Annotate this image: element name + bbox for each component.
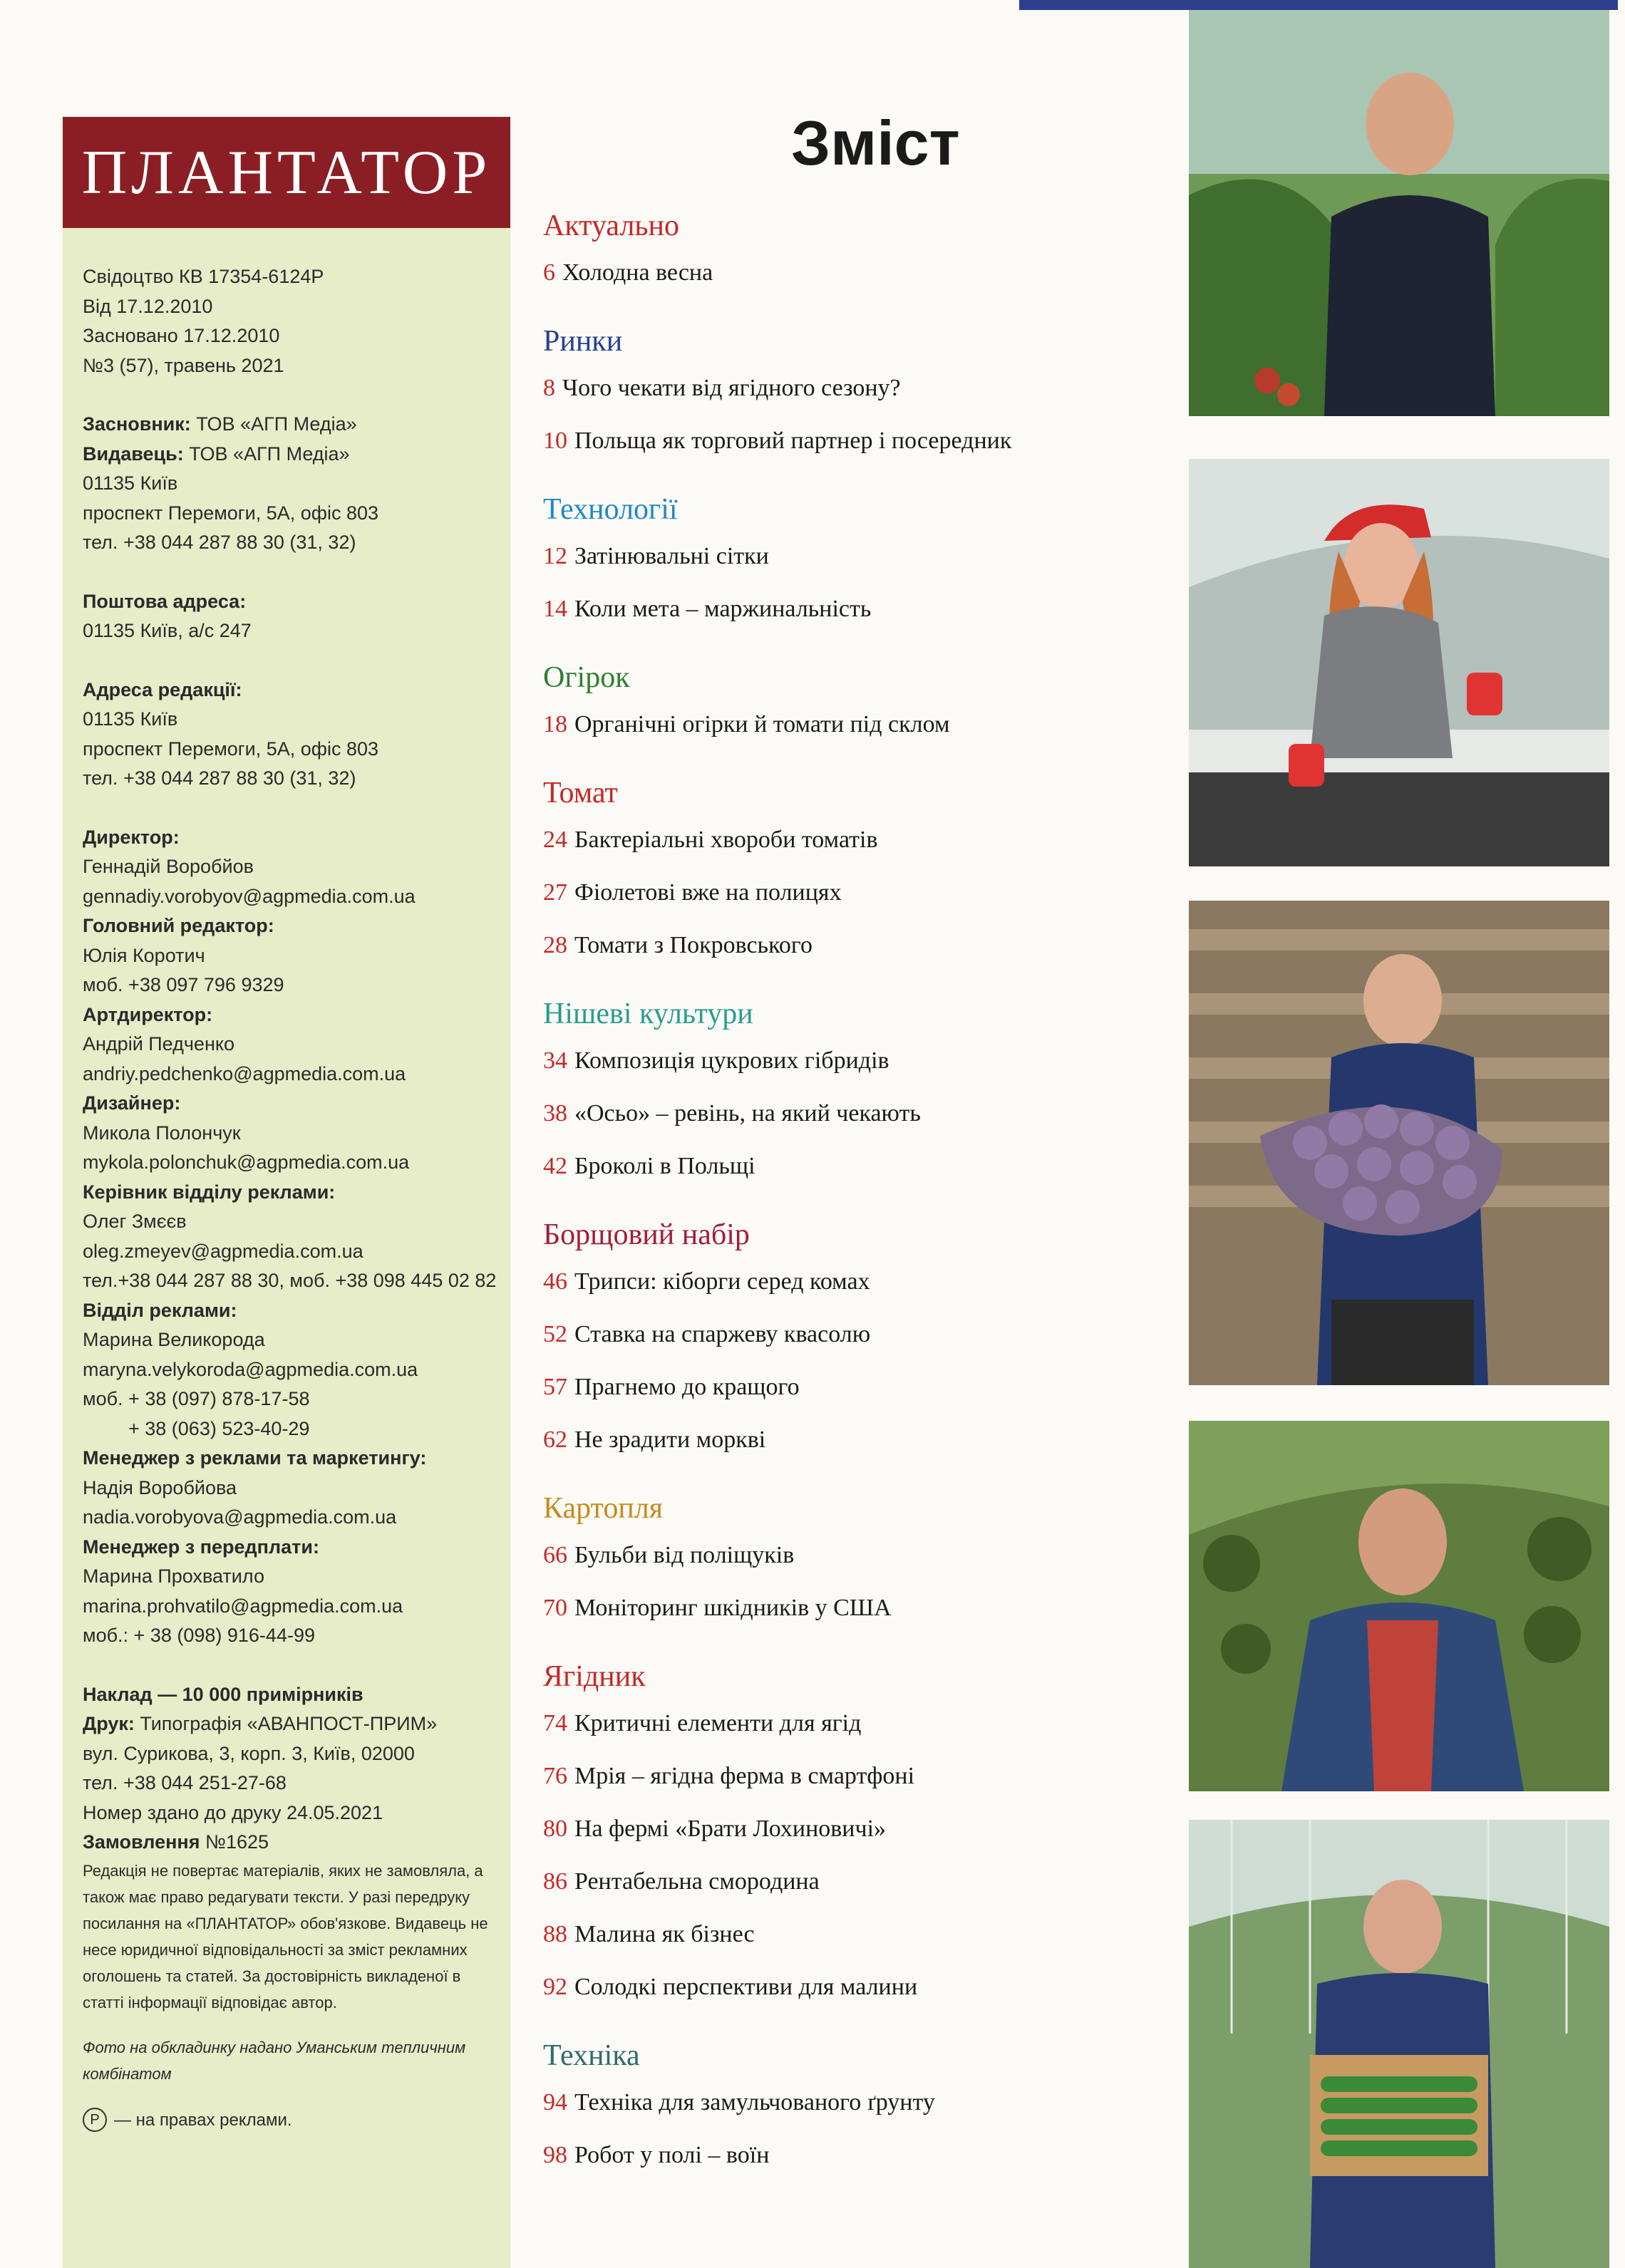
imprint-line: 01135 Київ, а/с 247 xyxy=(83,620,252,641)
founder-line: Засновник: ТОВ «АГП Медіа» xyxy=(83,413,357,435)
staff-line: nadia.vorobyova@agpmedia.com.ua xyxy=(83,1506,397,1528)
toc-section xyxy=(543,489,1185,636)
imprint-line: тел. +38 044 287 88 30 (31, 32) xyxy=(83,532,356,553)
page-number: 28 xyxy=(543,932,567,958)
entry-title: Фіолетові вже на полицях xyxy=(574,879,842,906)
page-number: 14 xyxy=(543,596,567,622)
page-number: 76 xyxy=(543,1763,567,1789)
print-line: Друк: Типографія «АВАНПОСТ-ПРИМ» xyxy=(83,1713,438,1734)
staff-role: Дизайнер: xyxy=(83,1092,181,1114)
imprint-line: тел. +38 044 287 88 30 (31, 32) xyxy=(83,767,356,789)
toc-entry[interactable] xyxy=(543,2076,1185,2129)
staff-line: mykola.polonchuk@agpmedia.com.ua xyxy=(83,1151,410,1173)
page-number: 6 xyxy=(543,259,555,286)
staff-role: Головний редактор: xyxy=(83,915,274,936)
section-title: Огірок xyxy=(543,661,630,694)
staff-line: gennadiy.vorobyov@agpmedia.com.ua xyxy=(83,885,416,907)
staff-role: Керівник відділу реклами: xyxy=(83,1181,336,1203)
page-number: 94 xyxy=(543,2089,567,2116)
toc-entry[interactable] xyxy=(543,1529,1185,1582)
entry-title: Бульби від поліщуків xyxy=(574,1542,795,1568)
toc-entry[interactable] xyxy=(543,1361,1185,1414)
entry-title: Прагнемо до кращого xyxy=(574,1374,800,1400)
toc-entry[interactable] xyxy=(543,1961,1185,2014)
imprint-line: Від 17.12.2010 xyxy=(83,295,213,317)
toc-section xyxy=(543,205,1185,299)
entry-title: Затінювальні сітки xyxy=(574,543,769,569)
staff-line: Надія Воробйова xyxy=(83,1476,237,1498)
toc-section xyxy=(543,657,1185,751)
imprint-line: тел. +38 044 251-27-68 xyxy=(83,1772,287,1793)
page-number: 74 xyxy=(543,1710,567,1736)
staff-role: Менеджер з реклами та маркетингу: xyxy=(83,1447,427,1469)
imprint-block xyxy=(83,262,503,2135)
toc-section xyxy=(543,993,1185,1193)
entry-title: Холодна весна xyxy=(562,259,713,286)
page-number: 57 xyxy=(543,1374,567,1400)
toc-entry[interactable] xyxy=(543,698,1185,751)
imprint-line: проспект Перемоги, 5А, офіс 803 xyxy=(83,737,379,760)
staff-line: моб.: + 38 (098) 916-44-99 xyxy=(83,1625,315,1646)
section-title: Техніка xyxy=(543,2039,640,2072)
photo-man-potato-sack xyxy=(1189,901,1609,1385)
entry-title: Техніка для замульчованого ґрунту xyxy=(574,2089,935,2116)
section-title: Ягідник xyxy=(543,1660,646,1693)
staff-line: Олег Змєєв xyxy=(83,1211,187,1232)
page-number: 34 xyxy=(543,1047,567,1074)
staff-role: Директор: xyxy=(83,826,180,848)
imprint-line: проспект Перемоги, 5А, офіс 803 xyxy=(83,502,379,524)
publisher-line: Видавець: ТОВ «АГП Медіа» xyxy=(83,442,350,465)
toc-section xyxy=(543,2035,1185,2182)
entry-title: Моніторинг шкідників у США xyxy=(574,1595,892,1621)
entry-title: Броколі в Польщі xyxy=(574,1153,755,1179)
entry-title: Малина як бізнес xyxy=(574,1921,755,1947)
editorial-label: Адреса редакції: xyxy=(83,678,242,700)
page-number: 12 xyxy=(543,543,567,569)
page-number: 27 xyxy=(543,879,567,906)
imprint-line: Свідоцтво КВ 17354-6124Р xyxy=(83,266,324,287)
photo-man-denim-jacket xyxy=(1189,1421,1609,1791)
entry-title: Чого чекати від ягідного сезону? xyxy=(562,375,901,401)
entry-title: Польща як торговий партнер і посередник xyxy=(574,428,1012,454)
toc-entry[interactable] xyxy=(543,1582,1185,1635)
toc-section xyxy=(543,772,1185,972)
page-number: 24 xyxy=(543,827,567,853)
top-edge-strip xyxy=(1019,0,1618,10)
page-number: 70 xyxy=(543,1595,567,1621)
staff-line: marina.prohvatilo@agpmedia.com.ua xyxy=(83,1595,403,1617)
imprint-line: №3 (57), травень 2021 xyxy=(83,354,284,376)
toc-section xyxy=(543,1488,1185,1635)
toc-entry[interactable] xyxy=(543,2129,1185,2182)
staff-line: andriy.pedchenko@agpmedia.com.ua xyxy=(83,1062,406,1084)
imprint-line: Номер здано до друку 24.05.2021 xyxy=(83,1801,383,1823)
toc-entry[interactable] xyxy=(543,415,1185,467)
toc-section xyxy=(543,321,1185,467)
staff-line: Юлія Коротич xyxy=(83,944,205,966)
toc-entry[interactable] xyxy=(543,1855,1185,1908)
section-title: Актуально xyxy=(543,209,680,242)
page-number: 18 xyxy=(543,711,567,737)
staff-line: Марина Великорода xyxy=(83,1329,265,1350)
section-title: Картопля xyxy=(543,1492,664,1525)
toc-entry[interactable] xyxy=(543,1035,1185,1087)
entry-title: Рентабельна смородина xyxy=(574,1868,820,1895)
toc-entry[interactable] xyxy=(543,530,1185,583)
ad-note: Р — на правах реклами. xyxy=(83,2106,503,2135)
staff-line: Андрій Педченко xyxy=(83,1033,234,1055)
section-title: Нішеві культури xyxy=(543,998,753,1030)
page-number: 66 xyxy=(543,1542,567,1568)
staff-role: Менеджер з передплати: xyxy=(83,1536,319,1558)
entry-title: Ставка на спаржеву квасолю xyxy=(574,1321,871,1347)
toc-entry[interactable] xyxy=(543,866,1185,919)
toc-entry[interactable] xyxy=(543,919,1185,972)
photo-woman-red-cap xyxy=(1189,459,1609,866)
section-title: Технології xyxy=(543,493,678,526)
page-number: 88 xyxy=(543,1921,567,1947)
page-number: 8 xyxy=(543,375,555,401)
staff-line: моб. + 38 (097) 878-17-58 xyxy=(83,1388,310,1409)
page-number: 86 xyxy=(543,1868,567,1895)
page-title: Зміст xyxy=(791,108,960,178)
staff-role: Артдиректор: xyxy=(83,1003,213,1025)
entry-title: Томати з Покровського xyxy=(574,932,813,958)
entry-title: Композиція цукрових гібридів xyxy=(574,1047,889,1074)
imprint-line: Засновано 17.12.2010 xyxy=(83,325,280,346)
ad-symbol-icon: Р xyxy=(83,2108,107,2132)
staff-line: + 38 (063) 523-40-29 xyxy=(128,1417,310,1439)
toc-entry[interactable] xyxy=(543,1697,1185,1750)
entry-title: Солодкі перспективи для малини xyxy=(574,1974,918,2000)
postal-label: Поштова адреса: xyxy=(83,590,247,612)
masthead-logo xyxy=(63,117,510,228)
staff-line: Марина Прохватило xyxy=(83,1565,264,1587)
cover-credit: Фото на обкладинку надано Уманським тепличним комбінатом xyxy=(83,2038,466,2083)
photo-man-greenhouse-tomatoes xyxy=(1189,10,1609,416)
imprint-line: 01135 Київ xyxy=(83,708,178,730)
staff-line: oleg.zmeyev@agpmedia.com.ua xyxy=(83,1240,363,1262)
toc-entry[interactable] xyxy=(543,1140,1185,1193)
entry-title: Не зрадити моркві xyxy=(574,1426,766,1453)
photo-man-cucumber-box xyxy=(1189,1820,1609,2268)
staff-list xyxy=(83,823,503,1651)
toc-entry[interactable] xyxy=(543,362,1185,415)
toc-entry[interactable] xyxy=(543,583,1185,636)
staff-line: maryna.velykoroda@agpmedia.com.ua xyxy=(83,1358,418,1380)
entry-title: Бактеріальні хвороби томатів xyxy=(574,827,878,853)
page-number: 52 xyxy=(543,1321,567,1347)
page-number: 92 xyxy=(543,1974,567,2000)
imprint-line: 01135 Київ xyxy=(83,472,178,494)
toc-entry[interactable] xyxy=(543,247,1185,299)
entry-title: На фермі «Брати Лохиновичі» xyxy=(574,1816,887,1842)
page-number: 62 xyxy=(543,1426,567,1453)
entry-title: Мрія – ягідна ферма в смартфоні xyxy=(574,1763,915,1789)
toc-entry[interactable] xyxy=(543,1803,1185,1855)
entry-title: Коли мета – маржинальність xyxy=(574,596,872,622)
order-line: Замовлення №1625 xyxy=(83,1831,269,1853)
toc-entry[interactable] xyxy=(543,1087,1185,1140)
entry-title: Робот у полі – воїн xyxy=(574,2142,770,2168)
page-number: 98 xyxy=(543,2142,567,2168)
toc-entry[interactable] xyxy=(543,1750,1185,1803)
page-number: 10 xyxy=(543,428,567,454)
toc-entry[interactable] xyxy=(543,1255,1185,1308)
page-number: 38 xyxy=(543,1100,567,1127)
entry-title: «Осьо» – ревінь, на який чекають xyxy=(574,1100,921,1127)
toc-entry[interactable] xyxy=(543,1414,1185,1466)
logo-text: ПЛАНТАТОР xyxy=(81,138,492,207)
page-number: 80 xyxy=(543,1816,567,1842)
entry-title: Трипси: кіборги серед комах xyxy=(574,1268,870,1295)
staff-line: моб. +38 097 796 9329 xyxy=(83,974,284,995)
section-title: Ринки xyxy=(543,325,623,358)
toc-section xyxy=(543,1656,1185,2014)
page-number: 42 xyxy=(543,1153,567,1179)
entry-title: Органічні огірки й томати під склом xyxy=(574,711,950,737)
circulation: Наклад — 10 000 примірників xyxy=(83,1683,363,1705)
toc-section xyxy=(543,1214,1185,1466)
table-of-contents xyxy=(543,205,1185,2182)
disclaimer: Редакція не повертає матеріалів, яких не замовляла, а також має право редагувати тексти. У разі передруку посилання на «ПЛАНТАТОР» обов'язкове. Видавець не несе юридичної відповідальності за зміст рекламних оголошень та статей. За достовірність викладеної в статті інформації відповідає автор. xyxy=(83,1861,488,2011)
toc-entry[interactable] xyxy=(543,1308,1185,1361)
entry-title: Критичні елементи для ягід xyxy=(574,1710,862,1736)
section-title: Томат xyxy=(543,777,618,809)
staff-line: Геннадій Воробйов xyxy=(83,856,254,877)
page-number: 46 xyxy=(543,1268,567,1295)
section-title: Борщовий набір xyxy=(543,1218,750,1251)
toc-entry[interactable] xyxy=(543,1908,1185,1961)
staff-line: Микола Полончук xyxy=(83,1122,241,1144)
staff-line: тел.+38 044 287 88 30, моб. +38 098 445 02 82 xyxy=(83,1270,497,1291)
imprint-line: вул. Сурикова, 3, корп. 3, Київ, 02000 xyxy=(83,1742,415,1764)
toc-entry[interactable] xyxy=(543,814,1185,866)
staff-role: Відділ реклами: xyxy=(83,1299,237,1321)
